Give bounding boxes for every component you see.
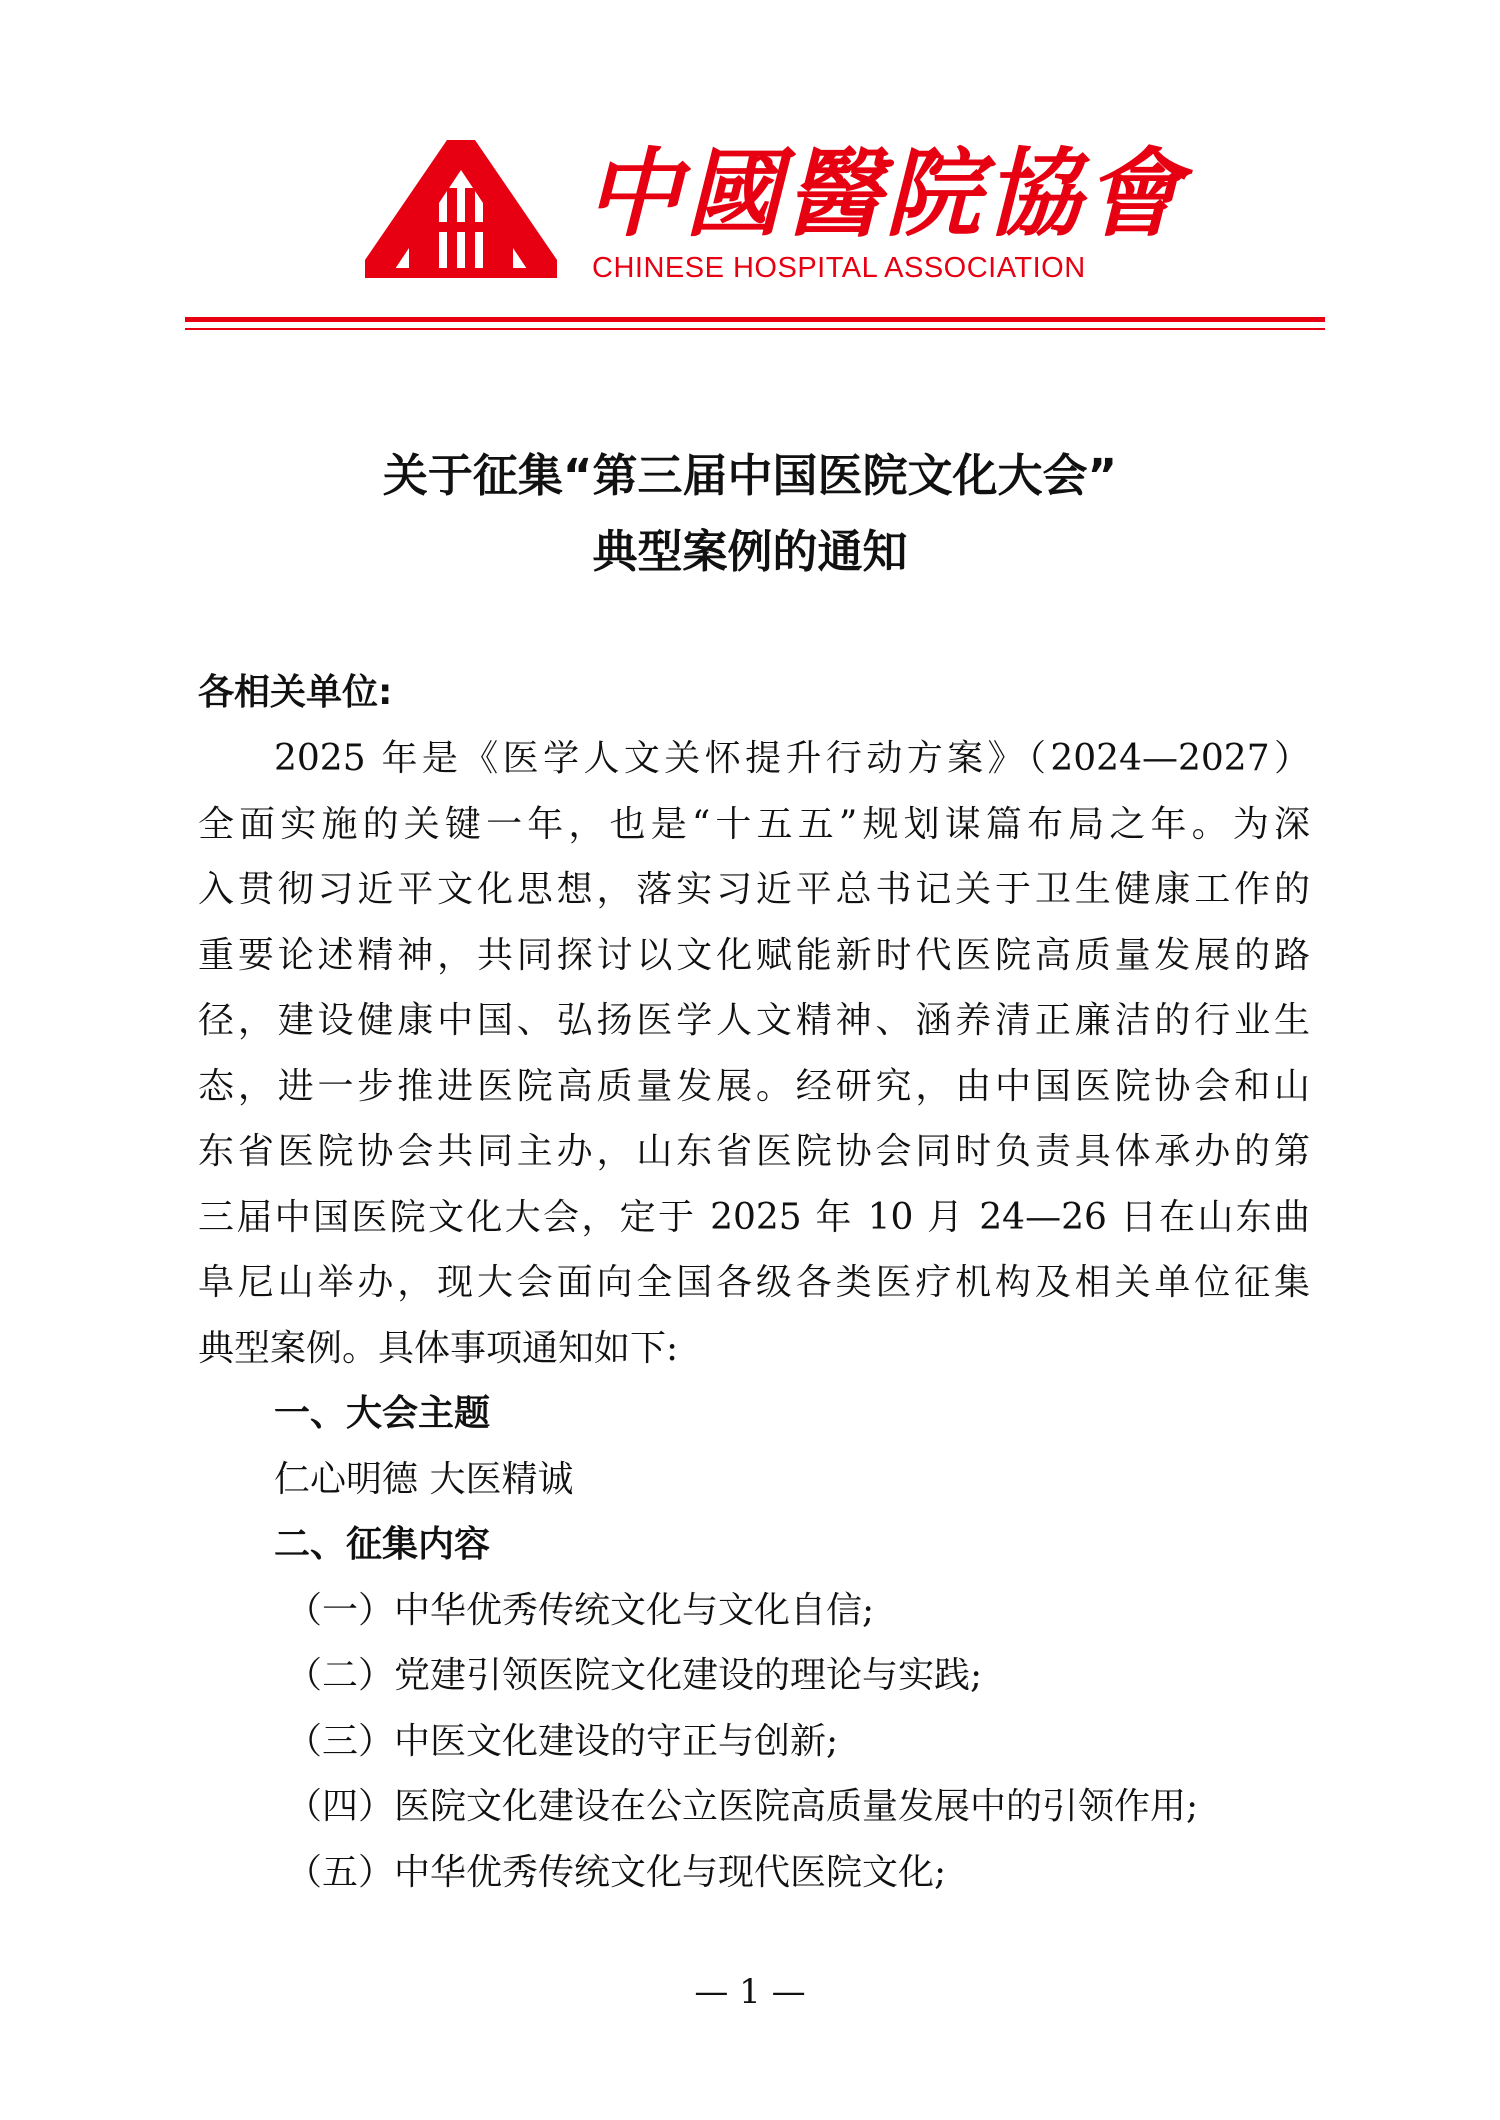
- title-line-1: 关于征集“第三届中国医院文化大会”: [382, 449, 1118, 502]
- paragraph-line: 东省医院协会共同主办，山东省医院协会同时负责具体承办的第: [198, 1131, 1310, 1172]
- document-body: [198, 660, 1310, 1905]
- chinese-hospital-association-logo: [365, 140, 557, 278]
- letterhead-rule-thick: [185, 317, 1325, 322]
- paragraph-line: 重要论述精神，共同探讨以文化赋能新时代医院高质量发展的路: [198, 934, 1310, 976]
- page-number: — 1 —: [694, 1972, 806, 2012]
- document-title: [150, 438, 1350, 590]
- section-theme-text: 仁心明德 大医精诚: [274, 1458, 574, 1500]
- org-name-english: CHINESE HOSPITAL ASSOCIATION: [592, 252, 1086, 284]
- letterhead: [0, 0, 1500, 340]
- paragraph-line: 入贯彻习近平文化思想，落实习近平总书记关于卫生健康工作的: [198, 869, 1310, 910]
- content-list-item: （五）中华优秀传统文化与现代医院文化;: [286, 1851, 947, 1893]
- content-list-item: （二）党建引领医院文化建设的理论与实践;: [286, 1655, 983, 1696]
- paragraph-line: 态，进一步推进医院高质量发展。经研究，由中国医院协会和山: [198, 1065, 1310, 1107]
- org-name-chinese: 中國醫院協會: [585, 137, 1185, 250]
- section-heading-theme: 一、大会主题: [274, 1393, 491, 1434]
- paragraph-line: 径，建设健康中国、弘扬医学人文精神、涵养清正廉洁的行业生: [198, 1000, 1310, 1041]
- section-heading-content: 二、征集内容: [274, 1524, 491, 1565]
- paragraph-line: 2025 年是《医学人文关怀提升行动方案》（2024—2027）: [274, 738, 1310, 779]
- content-list-item: （一）中华优秀传统文化与文化自信;: [286, 1589, 875, 1631]
- paragraph-line: 全面实施的关键一年，也是“十五五”规划谋篇布局之年。为深: [198, 803, 1310, 845]
- letterhead-rule-thin: [185, 328, 1325, 330]
- content-list-item: （三）中医文化建设的守正与创新;: [286, 1720, 839, 1762]
- salutation: 各相关单位:: [198, 672, 393, 713]
- title-line-2: 典型案例的通知: [592, 525, 908, 578]
- paragraph-line: 典型案例。具体事项通知如下:: [198, 1327, 679, 1369]
- paragraph-line: 阜尼山举办，现大会面向全国各级各类医疗机构及相关单位征集: [198, 1262, 1310, 1303]
- paragraph-line: 三届中国医院文化大会，定于 2025 年 10 月 24—26 日在山东曲: [198, 1196, 1310, 1238]
- content-list-item: （四）医院文化建设在公立医院高质量发展中的引领作用;: [286, 1786, 1199, 1827]
